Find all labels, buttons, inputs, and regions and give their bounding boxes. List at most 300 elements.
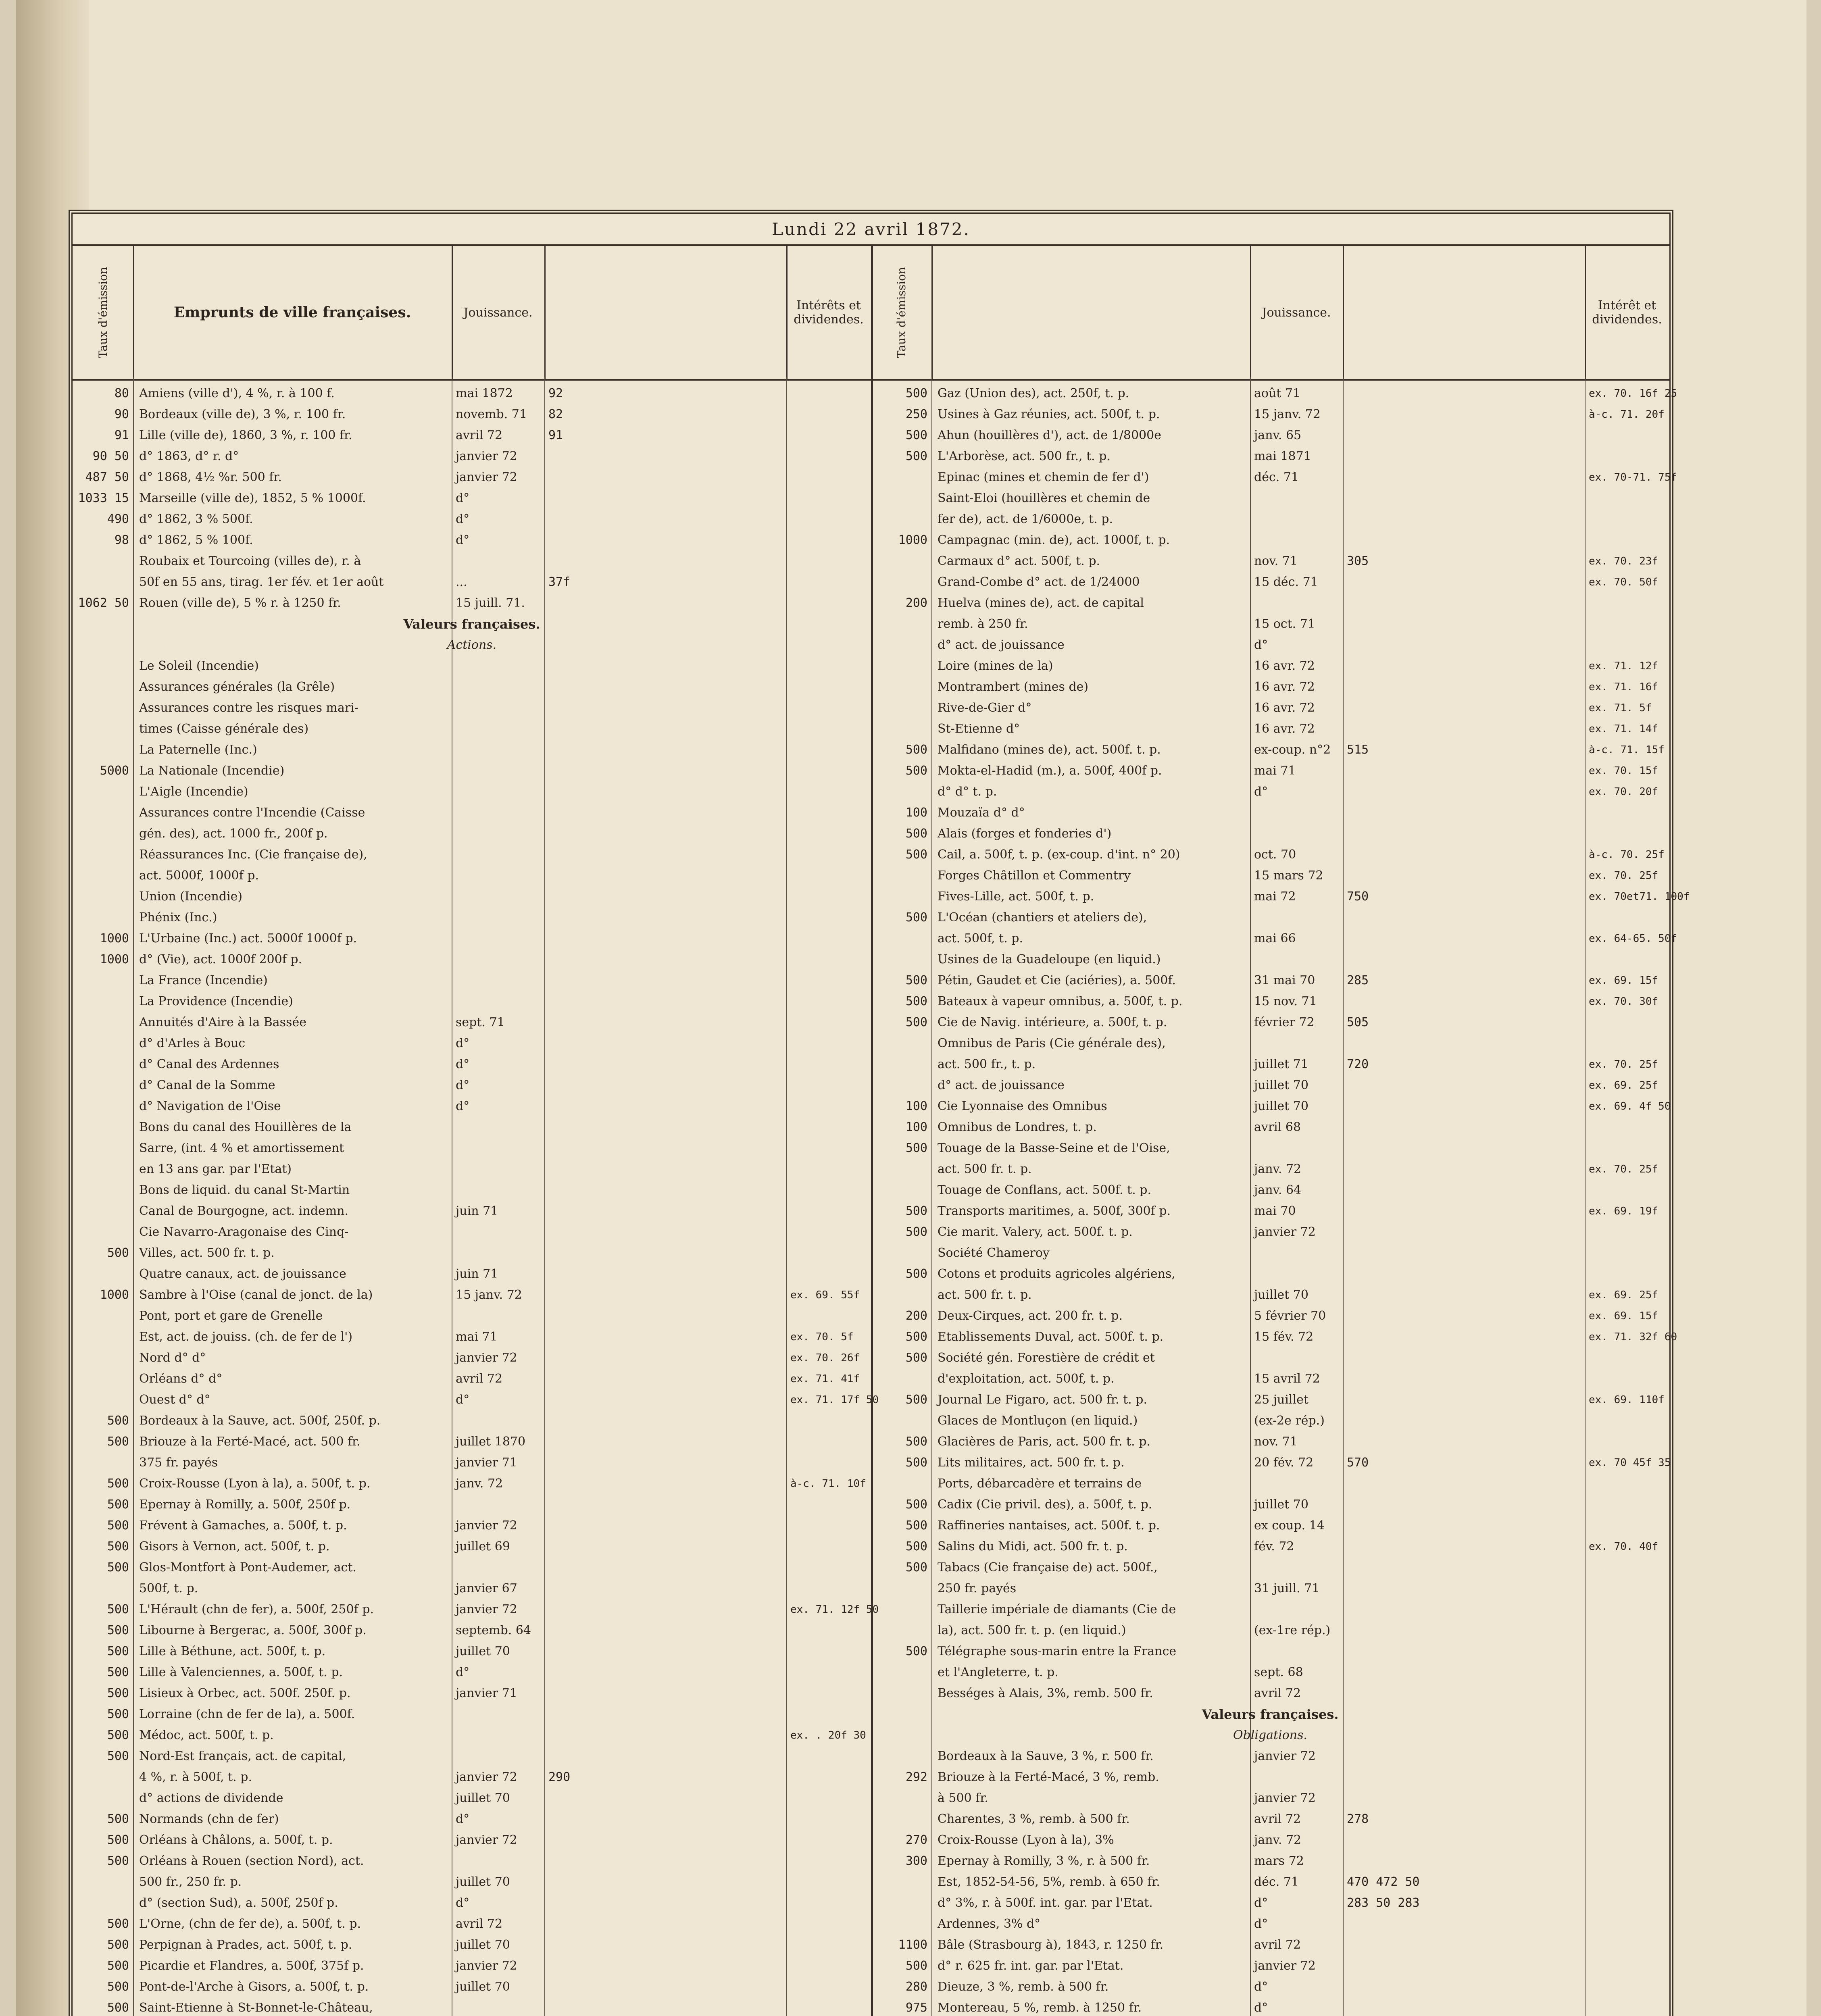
name-cell: Bordeaux à la Sauve, act. 500f, 250f. p. bbox=[139, 1414, 381, 1428]
dividend-cell: ex. 69. 15f bbox=[1589, 975, 1658, 987]
table-row bbox=[73, 1117, 871, 1138]
table-row bbox=[871, 1159, 1669, 1180]
rate-cell: 500 bbox=[107, 2001, 129, 2015]
table-row bbox=[73, 1285, 871, 1306]
table-row bbox=[871, 1746, 1669, 1767]
table-row bbox=[871, 1033, 1669, 1054]
name-cell: Salins du Midi, act. 500 fr. t. p. bbox=[938, 1539, 1128, 1554]
name-cell: Omnibus de Paris (Cie générale des), bbox=[938, 1036, 1166, 1050]
table-row bbox=[73, 383, 871, 404]
name-cell: La Nationale (Incendie) bbox=[139, 764, 285, 778]
name-cell: Transports maritimes, a. 500f, 300f p. bbox=[938, 1204, 1171, 1218]
table-row bbox=[871, 802, 1669, 823]
name-cell: remb. à 250 fr. bbox=[938, 617, 1028, 631]
name-cell: Touage de la Basse-Seine et de l'Oise, bbox=[938, 1141, 1170, 1155]
table-row bbox=[871, 886, 1690, 907]
jouissance-cell: nov. 71 bbox=[1254, 554, 1298, 568]
jouissance-cell: 31 mai 70 bbox=[1254, 973, 1315, 987]
jouissance-cell: juillet 1870 bbox=[456, 1435, 526, 1449]
dividend-cell: ex. 70. 25f bbox=[1589, 1058, 1658, 1070]
table-row bbox=[871, 949, 1669, 970]
name-cell: Frévent à Gamaches, a. 500f, t. p. bbox=[139, 1518, 347, 1533]
jouissance-cell: mars 72 bbox=[1254, 1854, 1304, 1868]
jouissance-cell: 5 février 70 bbox=[1254, 1309, 1326, 1323]
name-cell: Mokta-el-Hadid (m.), a. 500f, 400f p. bbox=[938, 764, 1162, 778]
name-cell: L'Urbaine (Inc.) act. 5000f 1000f p. bbox=[139, 931, 357, 946]
jouissance-cell: 15 oct. 71 bbox=[1254, 617, 1315, 631]
table-row bbox=[73, 1893, 871, 1914]
jouissance-cell: 15 fév. 72 bbox=[1254, 1330, 1314, 1344]
name-cell: Glos-Montfort à Pont-Audemer, act. bbox=[139, 1560, 356, 1574]
table-row bbox=[871, 907, 1669, 928]
jouissance-cell: juillet 70 bbox=[1254, 1497, 1308, 1512]
table-row bbox=[73, 802, 871, 823]
price-cell: 505 bbox=[1347, 1015, 1369, 1029]
rate-cell: 91 bbox=[114, 428, 129, 442]
name-cell: Pétin, Gaudet et Cie (aciéries), a. 500f. bbox=[938, 973, 1176, 987]
jouissance-cell: avril 72 bbox=[1254, 1686, 1301, 1700]
name-cell: Annuités d'Aire à la Bassée bbox=[139, 1015, 306, 1029]
name-cell: Epinac (mines et chemin de fer d') bbox=[938, 470, 1149, 484]
price-cell: 82 bbox=[548, 407, 563, 421]
name-cell: Lille (ville de), 1860, 3 %, r. 100 fr. bbox=[139, 428, 352, 442]
dividend-cell: ex. 70. 40f bbox=[1589, 1541, 1658, 1553]
jouissance-cell: juillet 70 bbox=[456, 1791, 510, 1805]
right-header-interet: Intérêt et dividendes. bbox=[1592, 298, 1662, 327]
jouissance-cell: janvier 72 bbox=[1254, 1749, 1316, 1763]
rate-cell: 500 bbox=[107, 1602, 129, 1616]
jouissance-cell: d° bbox=[456, 1393, 470, 1407]
jouissance-cell: avril 72 bbox=[1254, 1812, 1301, 1826]
name-cell: Réassurances Inc. (Cie française de), bbox=[139, 848, 367, 862]
rate-cell: 500 bbox=[107, 1917, 129, 1931]
name-cell: 250 fr. payés bbox=[938, 1581, 1017, 1595]
name-cell: L'Hérault (chn de fer), a. 500f, 250f p. bbox=[139, 1602, 374, 1616]
table-row bbox=[73, 1620, 871, 1641]
name-cell: Nord-Est français, act. de capital, bbox=[139, 1749, 346, 1763]
table-row bbox=[871, 698, 1669, 719]
jouissance-cell: d° bbox=[456, 1665, 470, 1679]
name-cell: Sarre, (int. 4 % et amortissement bbox=[139, 1141, 344, 1155]
rate-cell: 90 50 bbox=[92, 449, 129, 463]
jouissance-cell: d° bbox=[456, 491, 470, 505]
table-row bbox=[871, 1641, 1669, 1662]
table-row bbox=[73, 698, 871, 719]
table-row bbox=[871, 1410, 1669, 1431]
table-row bbox=[73, 1725, 871, 1746]
table-row bbox=[73, 1746, 871, 1767]
price-cell: 750 bbox=[1347, 889, 1369, 904]
dividend-cell: à-c. 71. 15f bbox=[1589, 744, 1665, 756]
table-row bbox=[73, 1536, 871, 1557]
jouissance-cell: d° bbox=[1254, 785, 1268, 799]
name-cell: St-Etienne d° bbox=[938, 722, 1020, 736]
jouissance-cell: juillet 71 bbox=[1254, 1057, 1308, 1071]
rate-cell: 500 bbox=[107, 1728, 129, 1742]
name-cell: Amiens (ville d'), 4 %, r. à 100 f. bbox=[139, 386, 335, 400]
dividend-cell: ex. 70. 16f 25 bbox=[1589, 387, 1677, 400]
name-cell: Croix-Rousse (Lyon à la), 3% bbox=[938, 1833, 1114, 1847]
name-cell: Union (Incendie) bbox=[139, 889, 243, 904]
dividend-cell: ex. 71. 32f 60 bbox=[1589, 1331, 1677, 1343]
table-row bbox=[871, 1389, 1669, 1410]
table-row bbox=[871, 1431, 1669, 1452]
rate-cell: 500 bbox=[905, 827, 927, 841]
table-row bbox=[871, 1557, 1669, 1578]
jouissance-cell: mai 1872 bbox=[456, 386, 513, 400]
table-row bbox=[871, 1914, 1669, 1935]
table-row bbox=[871, 1201, 1669, 1222]
dividend-cell: ex. 70. 30f bbox=[1589, 996, 1658, 1008]
jouissance-cell: (ex-1re rép.) bbox=[1254, 1623, 1331, 1637]
name-cell: d° 1862, 5 % 100f. bbox=[139, 533, 253, 547]
jouissance-cell: 15 nov. 71 bbox=[1254, 994, 1317, 1008]
name-cell: Télégraphe sous-marin entre la France bbox=[938, 1644, 1177, 1658]
table-row bbox=[871, 488, 1669, 509]
table-row bbox=[73, 1222, 871, 1243]
price-cell: 283 50 283 bbox=[1347, 1896, 1420, 1910]
jouissance-cell: janvier 72 bbox=[456, 1770, 517, 1784]
table-row bbox=[871, 1515, 1669, 1536]
table-row bbox=[871, 677, 1669, 698]
jouissance-cell: 16 avr. 72 bbox=[1254, 680, 1315, 694]
rate-cell: 500 bbox=[107, 1812, 129, 1826]
price-cell: 290 bbox=[548, 1770, 571, 1784]
jouissance-cell: oct. 70 bbox=[1254, 848, 1296, 862]
name-cell: L'Arborèse, act. 500 fr., t. p. bbox=[938, 449, 1111, 463]
rate-cell: 1000 bbox=[898, 533, 927, 547]
name-cell: Grand-Combe d° act. de 1/24000 bbox=[938, 575, 1140, 589]
rate-cell: 500 bbox=[107, 1686, 129, 1700]
dividend-cell: ex. 70. 23f bbox=[1589, 555, 1658, 567]
jouissance-cell: ... bbox=[456, 575, 467, 589]
name-cell: la), act. 500 fr. t. p. (en liquid.) bbox=[938, 1623, 1126, 1637]
rate-cell: 500 bbox=[905, 1267, 927, 1281]
price-cell: 515 bbox=[1347, 743, 1369, 757]
jouissance-cell: d° bbox=[456, 1099, 470, 1113]
rate-cell: 500 bbox=[905, 1330, 927, 1344]
name-cell: d° actions de dividende bbox=[139, 1791, 283, 1805]
name-cell: Mouzaïa d° d° bbox=[938, 806, 1025, 820]
table-row bbox=[73, 781, 871, 802]
table-row bbox=[871, 530, 1669, 551]
table-row bbox=[73, 1515, 871, 1536]
name-cell: Marseille (ville de), 1852, 5 % 1000f. bbox=[139, 491, 366, 505]
right-header bbox=[871, 244, 1669, 381]
rate-cell: 500 bbox=[905, 848, 927, 862]
rate-cell: 500 bbox=[905, 1497, 927, 1512]
rate-cell: 200 bbox=[905, 596, 927, 610]
table-row bbox=[73, 1830, 871, 1851]
quotation-sheet bbox=[69, 210, 1690, 2016]
name-cell: Ports, débarcadère et terrains de bbox=[938, 1477, 1142, 1491]
table-row bbox=[73, 1851, 871, 1872]
rate-cell: 98 bbox=[114, 533, 129, 547]
table-row bbox=[871, 1285, 1669, 1306]
dividend-cell: ex. 71. 12f bbox=[1589, 660, 1658, 672]
name-cell: d° d° t. p. bbox=[938, 785, 997, 799]
table-row bbox=[73, 1096, 871, 1117]
name-cell: 500f, t. p. bbox=[139, 1581, 198, 1595]
dividend-cell: ex. 70. 25f bbox=[1589, 870, 1658, 882]
table-row bbox=[871, 928, 1677, 949]
table-row bbox=[73, 1201, 871, 1222]
table-row bbox=[73, 677, 871, 698]
right-header-jouissance: Jouissance. bbox=[1250, 246, 1344, 379]
dividend-cell: ex. 71. 41f bbox=[790, 1373, 860, 1385]
rate-cell: 100 bbox=[905, 1120, 927, 1134]
rate-cell: 100 bbox=[905, 806, 927, 820]
rate-cell: 1033 15 bbox=[78, 491, 129, 505]
name-cell: Briouze à la Ferté-Macé, 3 %, remb. bbox=[938, 1770, 1159, 1784]
name-cell: Gisors à Vernon, act. 500f, t. p. bbox=[139, 1539, 330, 1554]
name-cell: Cie marit. Valery, act. 500f. t. p. bbox=[938, 1225, 1133, 1239]
table-row bbox=[73, 991, 871, 1012]
rate-cell: 500 bbox=[905, 449, 927, 463]
dividend-cell: à-c. 71. 20f bbox=[1589, 408, 1665, 421]
rate-cell: 500 bbox=[905, 1225, 927, 1239]
table-row bbox=[871, 1599, 1669, 1620]
table-row bbox=[73, 760, 871, 781]
name-cell: d° r. 625 fr. int. gar. par l'Etat. bbox=[938, 1959, 1124, 1973]
table-row bbox=[871, 1788, 1669, 1809]
rate-cell: 500 bbox=[905, 973, 927, 987]
jouissance-cell: 15 déc. 71 bbox=[1254, 575, 1318, 589]
name-cell: d° (Vie), act. 1000f 200f p. bbox=[139, 952, 302, 966]
table-row bbox=[871, 1851, 1669, 1872]
jouissance-cell: janvier 72 bbox=[1254, 1225, 1316, 1239]
rate-cell: 500 bbox=[107, 1539, 129, 1554]
rate-cell: 300 bbox=[905, 1854, 927, 1868]
price-cell: 92 bbox=[548, 386, 563, 400]
jouissance-cell: janvier 67 bbox=[456, 1581, 517, 1595]
name-cell: Saint-Eloi (houillères et chemin de bbox=[938, 491, 1150, 505]
table-row bbox=[73, 823, 871, 844]
rate-cell: 500 bbox=[107, 1959, 129, 1973]
name-cell: 375 fr. payés bbox=[139, 1456, 218, 1470]
table-row bbox=[73, 656, 871, 677]
jouissance-cell: d° bbox=[456, 1812, 470, 1826]
jouissance-cell: ex coup. 14 bbox=[1254, 1518, 1325, 1533]
jouissance-cell: janvier 71 bbox=[456, 1456, 517, 1470]
name-cell: Assurances générales (la Grêle) bbox=[139, 680, 335, 694]
table-row bbox=[73, 1976, 871, 1997]
name-cell: Lille à Béthune, act. 500f, t. p. bbox=[139, 1644, 326, 1658]
price-cell: 278 bbox=[1347, 1812, 1369, 1826]
rate-cell: 1000 bbox=[100, 952, 129, 966]
dividend-cell: ex. 70 45f 35 bbox=[1589, 1457, 1671, 1469]
name-cell: L'Océan (chantiers et ateliers de), bbox=[938, 910, 1147, 925]
rate-cell: 500 bbox=[905, 1351, 927, 1365]
jouissance-cell: avril 72 bbox=[456, 1372, 503, 1386]
rate-cell: 500 bbox=[905, 1141, 927, 1155]
left-column bbox=[73, 383, 879, 2016]
jouissance-cell: novemb. 71 bbox=[456, 407, 527, 421]
name-cell: Bességes à Alais, 3%, remb. 500 fr. bbox=[938, 1686, 1153, 1700]
rate-cell: 250 bbox=[905, 407, 927, 421]
name-cell: Deux-Cirques, act. 200 fr. t. p. bbox=[938, 1309, 1123, 1323]
name-cell: Etablissements Duval, act. 500f. t. p. bbox=[938, 1330, 1164, 1344]
table-row bbox=[73, 1410, 871, 1431]
rate-cell: 500 bbox=[107, 1854, 129, 1868]
name-cell: 4 %, r. à 500f, t. p. bbox=[139, 1770, 252, 1784]
table-row bbox=[73, 1159, 871, 1180]
name-cell: Glacières de Paris, act. 500 fr. t. p. bbox=[938, 1435, 1150, 1449]
name-cell: Assurances contre les risques mari- bbox=[139, 701, 358, 715]
name-cell: Société Chameroy bbox=[938, 1246, 1050, 1260]
name-cell: Loire (mines de la) bbox=[938, 659, 1053, 673]
rate-cell: 487 50 bbox=[85, 470, 129, 484]
dividend-cell: ex. 69. 19f bbox=[1589, 1205, 1658, 1217]
table-row bbox=[73, 1264, 871, 1285]
dividend-cell: ex. 71. 16f bbox=[1589, 681, 1658, 693]
jouissance-cell: d° bbox=[1254, 1917, 1268, 1931]
table-row bbox=[871, 1347, 1669, 1368]
table-row bbox=[73, 1368, 871, 1389]
table-row bbox=[871, 1976, 1669, 1997]
rate-cell: 500 bbox=[905, 1015, 927, 1029]
rate-cell: 975 bbox=[905, 2001, 927, 2015]
jouissance-cell: d° bbox=[456, 533, 470, 547]
name-cell: Cie de Navig. intérieure, a. 500f, t. p. bbox=[938, 1015, 1167, 1029]
rate-cell: 500 bbox=[107, 1749, 129, 1763]
name-cell: Sambre à l'Oise (canal de jonct. de la) bbox=[139, 1288, 373, 1302]
table-row bbox=[73, 970, 871, 991]
section-subtitle: Obligations. bbox=[1233, 1728, 1308, 1742]
left-rows bbox=[73, 383, 879, 2016]
name-cell: Pont-de-l'Arche à Gisors, a. 500f, t. p. bbox=[139, 1980, 369, 1994]
name-cell: d° 3%, r. à 500f. int. gar. par l'Etat. bbox=[938, 1896, 1153, 1910]
table-row bbox=[73, 1599, 879, 1620]
left-header-interets: Intérêts et dividendes. bbox=[794, 298, 864, 327]
dividend-cell: ex. 70-71. 75f bbox=[1589, 471, 1677, 483]
rate-cell: 500 bbox=[107, 1980, 129, 1994]
name-cell: Pont, port et gare de Grenelle bbox=[139, 1309, 323, 1323]
name-cell: Rouen (ville de), 5 % r. à 1250 fr. bbox=[139, 596, 341, 610]
jouissance-cell: déc. 71 bbox=[1254, 470, 1299, 484]
name-cell: act. 5000f, 1000f p. bbox=[139, 868, 259, 883]
left-header-jouissance: Jouissance. bbox=[452, 246, 546, 379]
table-row bbox=[73, 1809, 871, 1830]
jouissance-cell: juillet 70 bbox=[1254, 1288, 1308, 1302]
jouissance-cell: mai 71 bbox=[456, 1330, 498, 1344]
table-row bbox=[73, 1075, 871, 1096]
rate-cell: 1000 bbox=[100, 1288, 129, 1302]
name-cell: L'Aigle (Incendie) bbox=[139, 785, 248, 799]
rate-cell: 200 bbox=[905, 1309, 927, 1323]
table-row bbox=[871, 1893, 1669, 1914]
jouissance-cell: janvier 72 bbox=[456, 1959, 517, 1973]
section-title: Valeurs françaises. bbox=[1202, 1707, 1339, 1722]
name-cell: Glaces de Montluçon (en liquid.) bbox=[938, 1414, 1138, 1428]
jouissance-cell: 15 avril 72 bbox=[1254, 1372, 1320, 1386]
jouissance-cell: mai 66 bbox=[1254, 931, 1296, 946]
rate-cell: 500 bbox=[905, 1393, 927, 1407]
name-cell: Bâle (Strasbourg à), 1843, r. 1250 fr. bbox=[938, 1938, 1164, 1952]
name-cell: Picardie et Flandres, a. 500f, 375f p. bbox=[139, 1959, 364, 1973]
dividend-cell: ex. 71. 14f bbox=[1589, 723, 1658, 735]
table-row bbox=[73, 530, 871, 551]
name-cell: Raffineries nantaises, act. 500f. t. p. bbox=[938, 1518, 1160, 1533]
right-rows bbox=[871, 383, 1690, 2016]
table-row bbox=[871, 1327, 1677, 1347]
rate-cell: 292 bbox=[905, 1770, 927, 1784]
jouissance-cell: mai 71 bbox=[1254, 764, 1296, 778]
table-row bbox=[871, 739, 1669, 760]
table-row bbox=[73, 1494, 871, 1515]
jouissance-cell: janv. 72 bbox=[456, 1477, 503, 1491]
jouissance-cell: juillet 70 bbox=[456, 1875, 510, 1889]
dividend-cell: ex. 69. 25f bbox=[1589, 1079, 1658, 1091]
name-cell: Briouze à la Ferté-Macé, act. 500 fr. bbox=[139, 1435, 360, 1449]
table-row bbox=[73, 1683, 871, 1704]
jouissance-cell: 20 fév. 72 bbox=[1254, 1456, 1314, 1470]
table-row bbox=[73, 1997, 871, 2016]
name-cell: Gaz (Union des), act. 250f, t. p. bbox=[938, 386, 1129, 400]
jouissance-cell: 31 juill. 71 bbox=[1254, 1581, 1320, 1595]
jouissance-cell: janvier 72 bbox=[1254, 1959, 1316, 1973]
name-cell: Montrambert (mines de) bbox=[938, 680, 1089, 694]
name-cell: Canal de Bourgogne, act. indemn. bbox=[139, 1204, 349, 1218]
jouissance-cell: janvier 71 bbox=[456, 1686, 517, 1700]
table-row bbox=[73, 1557, 871, 1578]
table-row bbox=[73, 1180, 871, 1201]
rate-cell: 280 bbox=[905, 1980, 927, 1994]
table-row bbox=[871, 1264, 1669, 1285]
table-row bbox=[871, 404, 1669, 425]
table-row bbox=[73, 1473, 871, 1494]
section-subtitle: Actions. bbox=[447, 638, 497, 652]
table-row bbox=[73, 1012, 871, 1033]
table-row bbox=[73, 593, 871, 614]
name-cell: Carmaux d° act. 500f, t. p. bbox=[938, 554, 1100, 568]
name-cell: d° 1863, d° r. d° bbox=[139, 449, 239, 463]
price-cell: 570 bbox=[1347, 1456, 1369, 1470]
page bbox=[16, 0, 1806, 2016]
table-row bbox=[73, 1452, 871, 1473]
dividend-cell: à-c. 71. 10f bbox=[790, 1478, 866, 1490]
name-cell: Fives-Lille, act. 500f, t. p. bbox=[938, 889, 1094, 904]
jouissance-cell: d° bbox=[1254, 1980, 1268, 1994]
dividend-cell: ex. 69. 4f 50 bbox=[1589, 1100, 1671, 1112]
rate-cell: 1100 bbox=[898, 1938, 927, 1952]
dividend-cell: ex. 70. 5f bbox=[790, 1331, 854, 1343]
table-row bbox=[73, 1431, 871, 1452]
table-row bbox=[871, 1494, 1669, 1515]
jouissance-cell: ex-coup. n°2 bbox=[1254, 743, 1331, 757]
table-row bbox=[871, 1368, 1669, 1389]
dividend-cell: ex. 71. 5f bbox=[1589, 702, 1652, 714]
table-row bbox=[871, 1222, 1669, 1243]
jouissance-cell: avril 68 bbox=[1254, 1120, 1301, 1134]
right-column bbox=[871, 383, 1690, 2016]
table-row bbox=[871, 1662, 1669, 1683]
name-cell: La Paternelle (Inc.) bbox=[139, 743, 257, 757]
jouissance-cell: juin 71 bbox=[456, 1204, 498, 1218]
name-cell: d° d'Arles à Bouc bbox=[139, 1036, 246, 1050]
rate-cell: 500 bbox=[107, 1623, 129, 1637]
table-row bbox=[73, 1914, 871, 1935]
table-row bbox=[73, 1327, 871, 1347]
rate-cell: 500 bbox=[107, 1707, 129, 1721]
rate-cell: 500 bbox=[905, 743, 927, 757]
table-row bbox=[73, 1704, 871, 1725]
name-cell: 50f en 55 ans, tirag. 1er fév. et 1er août bbox=[139, 575, 384, 589]
jouissance-cell: juin 71 bbox=[456, 1267, 498, 1281]
name-cell: Cotons et produits agricoles algériens, bbox=[938, 1267, 1175, 1281]
rate-cell: 500 bbox=[905, 1959, 927, 1973]
dividend-cell: ex. 70. 50f bbox=[1589, 576, 1658, 588]
